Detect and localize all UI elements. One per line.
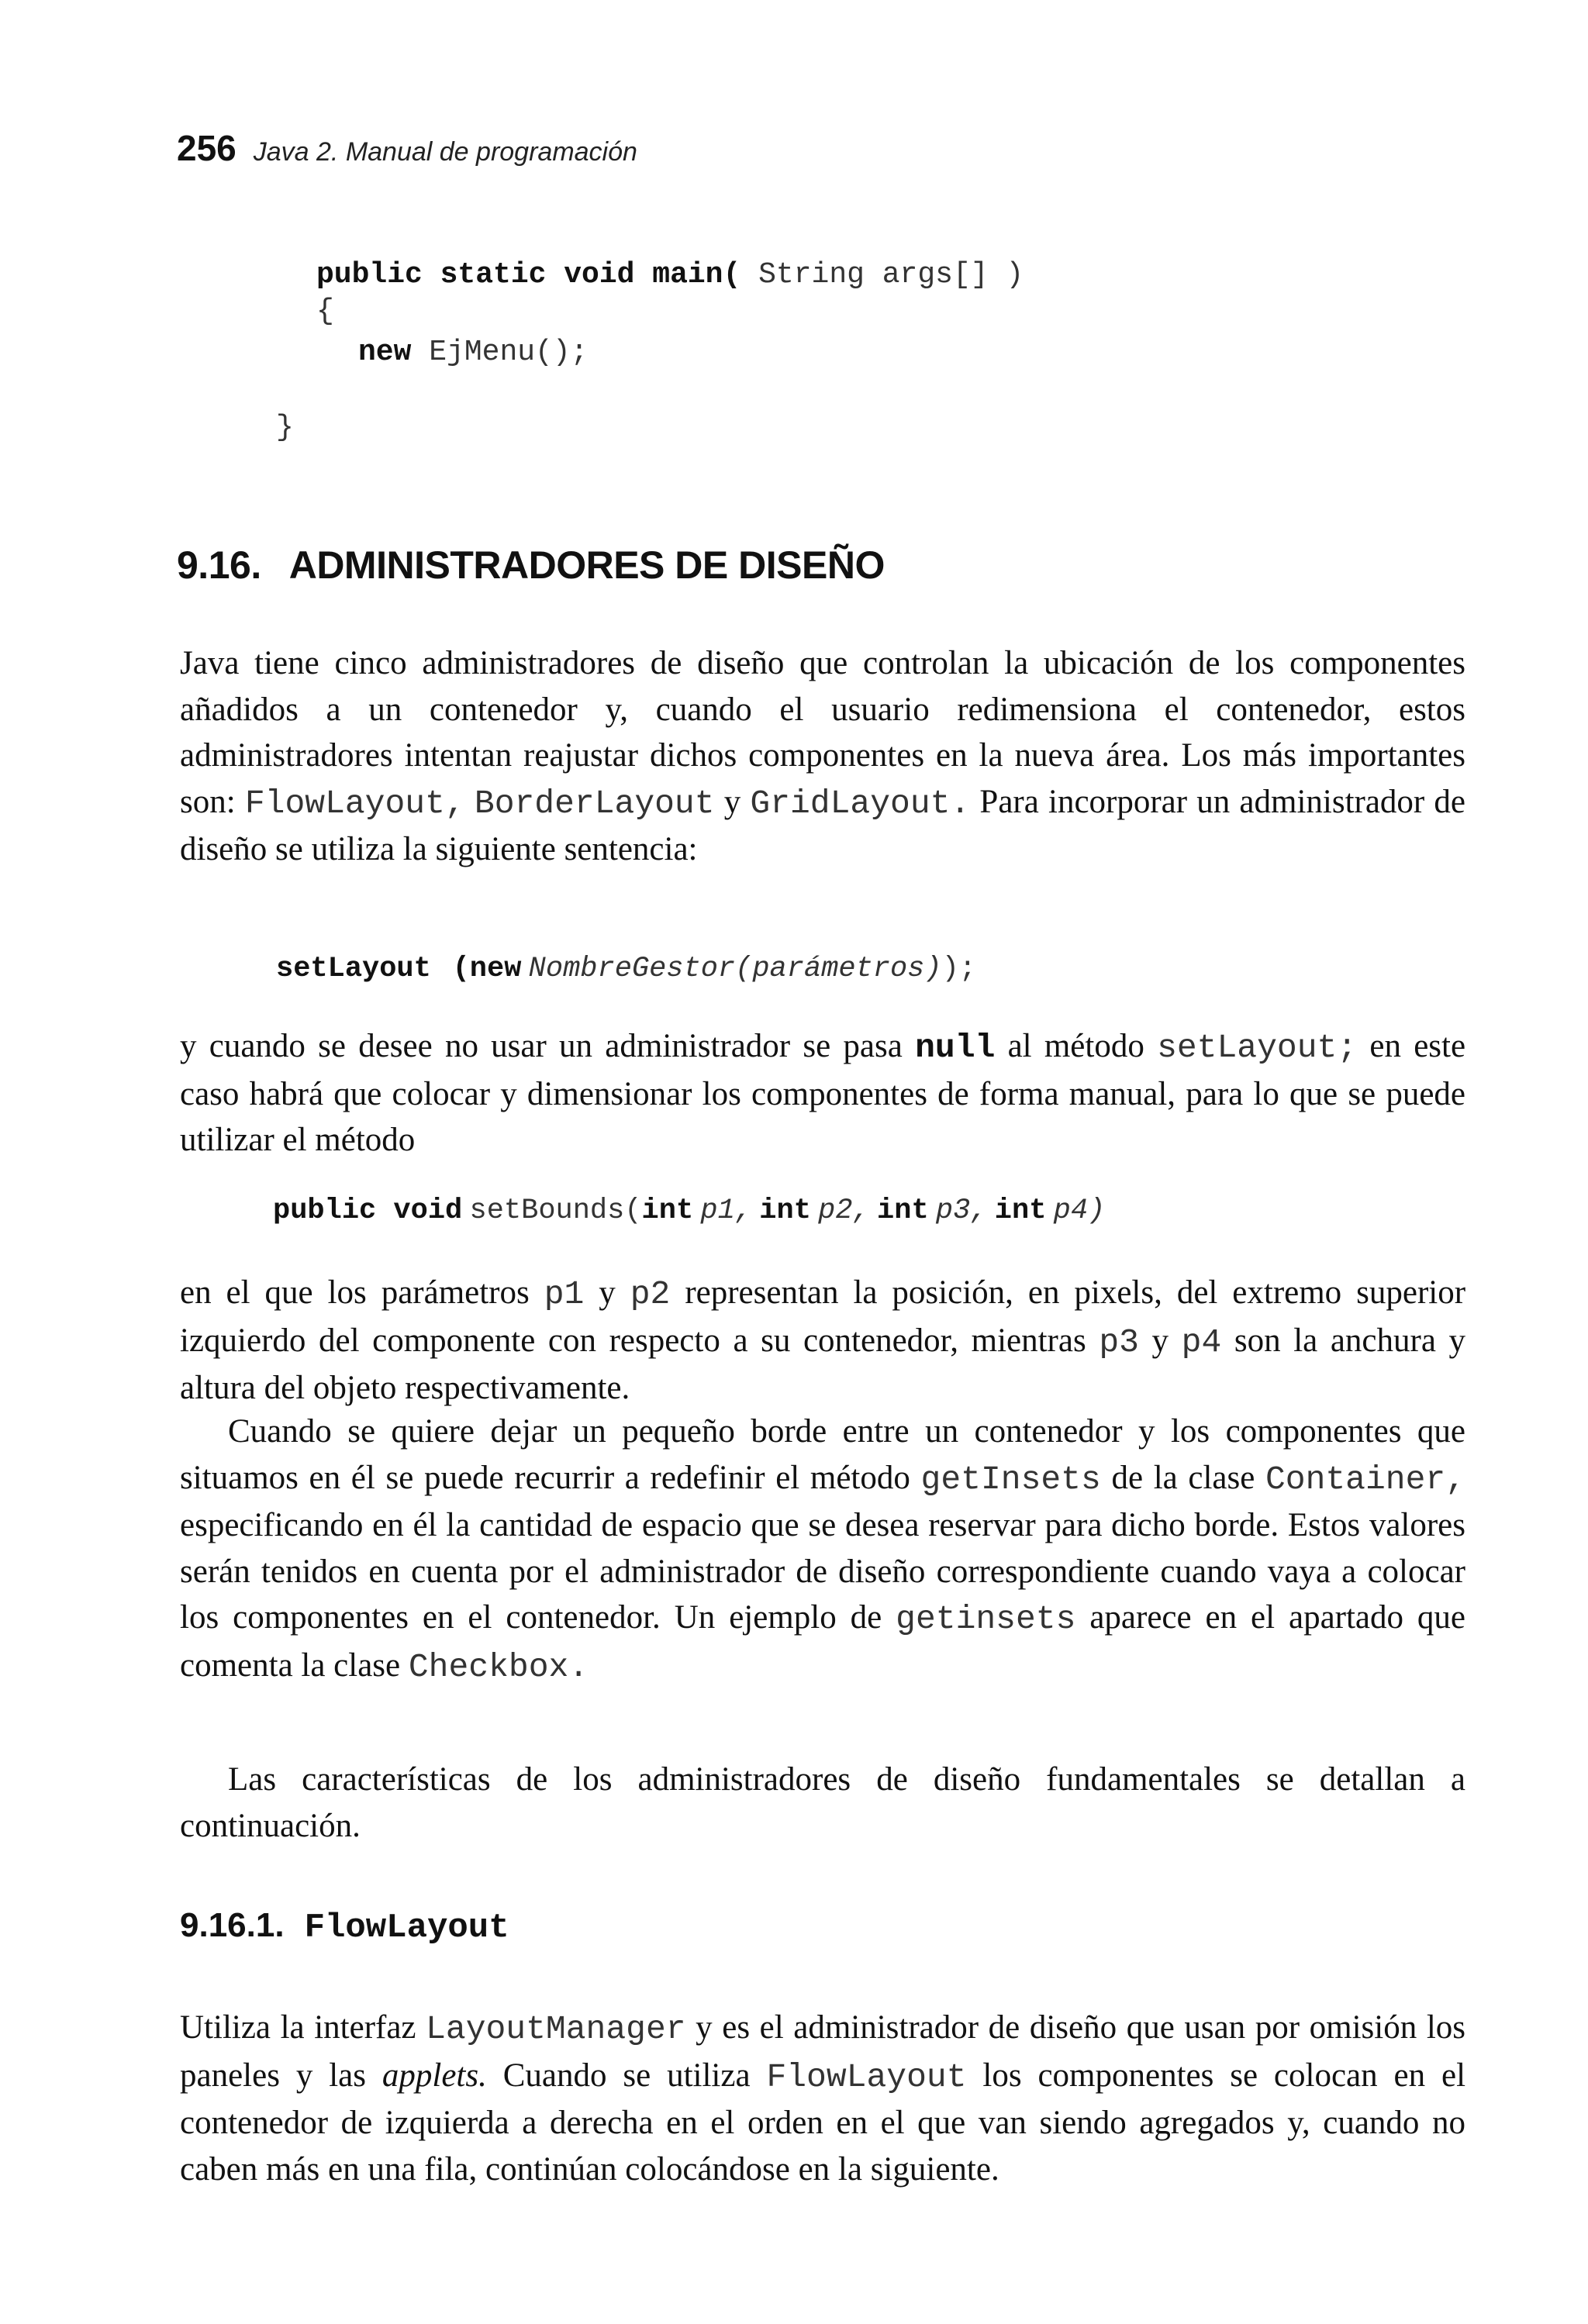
- text: Las características de los administradores de diseño fundamentales se detallan a continuación.: [180, 1761, 1465, 1844]
- code-keyword: (new: [452, 953, 522, 985]
- subsection-heading: [180, 1905, 509, 1947]
- text: y cuando se desee no usar un administrador se pasa: [180, 1028, 903, 1064]
- code-setlayout: [276, 950, 976, 985]
- inline-code: null: [915, 1029, 996, 1067]
- text: Java tiene cinco administradores de diseño que controlan la ubicación de los componentes añadidos a un contenedor y, cuando el usuario redimensiona el contenedor, estos administradores intentan reajustar dichos componentes en la nueva área. Los más importantes son:: [180, 645, 1465, 820]
- paragraph-summary: [180, 1757, 1465, 1849]
- subsection-title: FlowLayout: [304, 1909, 509, 1947]
- text: en este caso habrá que colocar y dimensionar los componentes de forma manual, para lo que se puede utilizar el método: [180, 1028, 1466, 1158]
- paragraph-insets: [180, 1409, 1465, 1690]
- code-keyword: int: [877, 1195, 929, 1227]
- paragraph-null: [180, 1023, 1465, 1164]
- text: Utiliza la interfaz: [180, 2009, 416, 2046]
- inline-code: BorderLayout: [474, 784, 715, 822]
- text: Cuando se quiere dejar un pequeño borde entre un contenedor y los componentes que situamos en él se puede recurrir a redefinir el método: [180, 1413, 1465, 1496]
- page-number: 256: [177, 128, 236, 168]
- code-keyword: int: [994, 1195, 1047, 1227]
- paragraph-params: [180, 1270, 1465, 1412]
- inline-code: p4: [1181, 1322, 1222, 1361]
- inline-code: p3: [1099, 1322, 1139, 1361]
- code-argument: p3,: [935, 1195, 988, 1227]
- code-text: EjMenu();: [411, 336, 589, 369]
- code-keyword: new: [358, 336, 412, 369]
- code-setbounds: [273, 1192, 1105, 1227]
- inline-code: FlowLayout,: [244, 784, 465, 822]
- code-text: setBounds(: [469, 1195, 642, 1227]
- italic-term: applets.: [381, 2057, 487, 2094]
- section-heading: [177, 543, 885, 588]
- code-text: );: [941, 953, 976, 985]
- subsection-number: 9.16.1.: [180, 1906, 285, 1944]
- text: de la clase: [1111, 1459, 1255, 1496]
- text: al método: [1007, 1028, 1144, 1064]
- paragraph-intro: [180, 640, 1465, 873]
- paragraph-flowlayout: [180, 2005, 1465, 2192]
- text: Cuando se utiliza: [502, 2057, 751, 2094]
- section-number: 9.16.: [177, 543, 261, 587]
- inline-code: LayoutManager: [426, 2010, 686, 2048]
- code-line-new: [358, 333, 588, 369]
- text: son la anchura y altura del objeto respectivamente.: [180, 1322, 1466, 1406]
- inline-code: setLayout;: [1157, 1029, 1358, 1067]
- text: y es el administrador de diseño que usan por omisión los paneles y las: [180, 2009, 1466, 2094]
- code-line-open-brace: {: [316, 295, 334, 328]
- code-argument: p2,: [818, 1195, 870, 1227]
- section-title: ADMINISTRADORES DE DISEÑO: [288, 543, 885, 587]
- code-argument: p1,: [700, 1195, 753, 1227]
- inline-code: getInsets: [920, 1460, 1101, 1498]
- code-keyword: int: [641, 1195, 694, 1227]
- text: y: [1151, 1322, 1169, 1359]
- code-argument: NombreGestor(parámetros): [528, 953, 942, 985]
- inline-code: FlowLayout: [766, 2057, 967, 2096]
- text: especificando en él la cantidad de espacio que se desea reservar para dicho borde. Estos valores serán tenidos en cuenta por el administrador de diseño correspondiente cuando vaya a colocar los componentes en el contenedor. Un ejemplo de: [180, 1507, 1465, 1636]
- running-header: [177, 127, 637, 169]
- inline-code: Container,: [1265, 1460, 1466, 1498]
- code-line-close-brace: }: [276, 411, 294, 444]
- code-keyword: public static void main(: [316, 258, 741, 291]
- code-keyword: setLayout: [276, 953, 431, 985]
- text: Para incorporar un administrador de diseño se utiliza la siguiente sentencia:: [180, 783, 1465, 867]
- text: los componentes se colocan en el contenedor de izquierda a derecha en el orden en el que van siendo agregados y, cuando no caben más en una fila, continúan colocándose en la siguiente.: [180, 2057, 1466, 2188]
- text: representan la posición, en pixels, del extremo superior izquierdo del componente con respecto a su contenedor, mientras: [180, 1274, 1466, 1359]
- inline-code: GridLayout.: [750, 784, 971, 822]
- code-line-main: [316, 256, 1024, 291]
- inline-code: getinsets: [896, 1600, 1076, 1638]
- code-keyword: public void: [273, 1195, 463, 1227]
- text: en el que los parámetros: [180, 1274, 530, 1311]
- text: aparece en el apartado que comenta la clase: [180, 1599, 1466, 1684]
- text: y: [723, 783, 741, 820]
- book-title: Java 2. Manual de programación: [253, 137, 637, 167]
- text: y: [599, 1274, 616, 1311]
- inline-code: Checkbox.: [408, 1647, 589, 1686]
- inline-code: p2: [630, 1275, 671, 1313]
- code-keyword: int: [759, 1195, 811, 1227]
- code-argument: p4): [1053, 1195, 1106, 1227]
- inline-code: p1: [544, 1275, 585, 1313]
- code-text: String args[] ): [740, 258, 1024, 291]
